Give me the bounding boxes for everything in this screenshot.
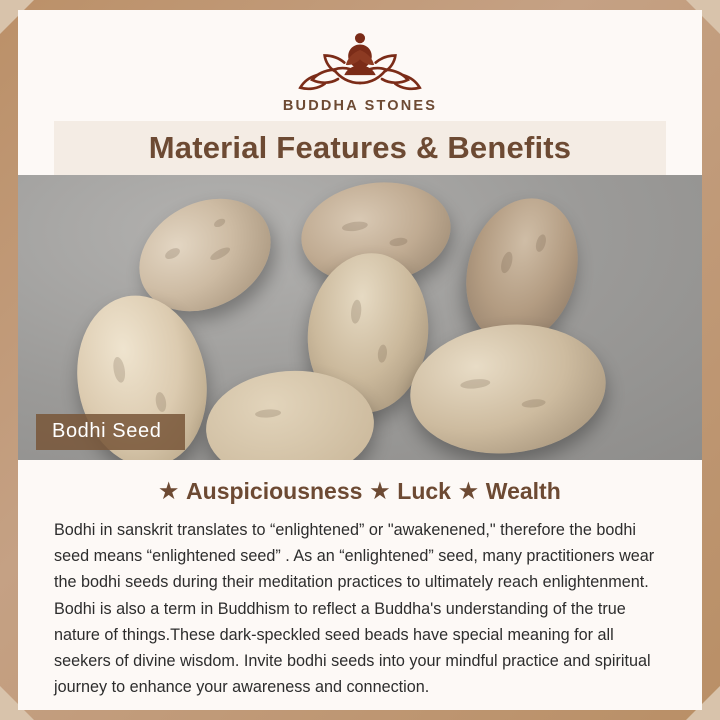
title-band — [54, 121, 666, 175]
content-card — [18, 10, 702, 710]
photo-caption: Bodhi Seed — [36, 414, 185, 450]
brand-name: BUDDHA STONES — [282, 98, 438, 114]
star-icon: ★ — [370, 480, 390, 503]
benefit-item-auspiciousness: Auspiciousness — [186, 478, 363, 504]
benefit-keywords — [54, 478, 666, 505]
benefits-description: Bodhi in sanskrit translates to “enlightened” or "awakenened," therefore the bodhi seed means “enlightened seed” . As an “enlightened” seed, many practitioners wear the bodhi seeds during their meditation practices to ultimately reach enlightenment. Bodhi is also a term in Buddhism to reflect a Buddha's understanding of the true nature of things.These dark-speckled seed beads have special meaning for all seekers of divine wisdom. Invite bodhi seeds into your mindful practice and spiritual journey to enhance your awareness and connection. — [54, 521, 655, 697]
bodhi-seed-photo — [18, 175, 702, 460]
benefit-item-luck: Luck — [397, 478, 451, 504]
brand-logo — [18, 10, 702, 114]
benefit-item-wealth: Wealth — [485, 478, 561, 504]
header — [18, 10, 702, 175]
star-icon: ★ — [159, 480, 179, 503]
benefits-section — [18, 460, 702, 701]
star-icon: ★ — [458, 480, 478, 503]
seed-image-6 — [404, 315, 612, 460]
lotus-buddha-icon — [280, 28, 440, 94]
page-title: Material Features & Benefits — [148, 130, 572, 165]
